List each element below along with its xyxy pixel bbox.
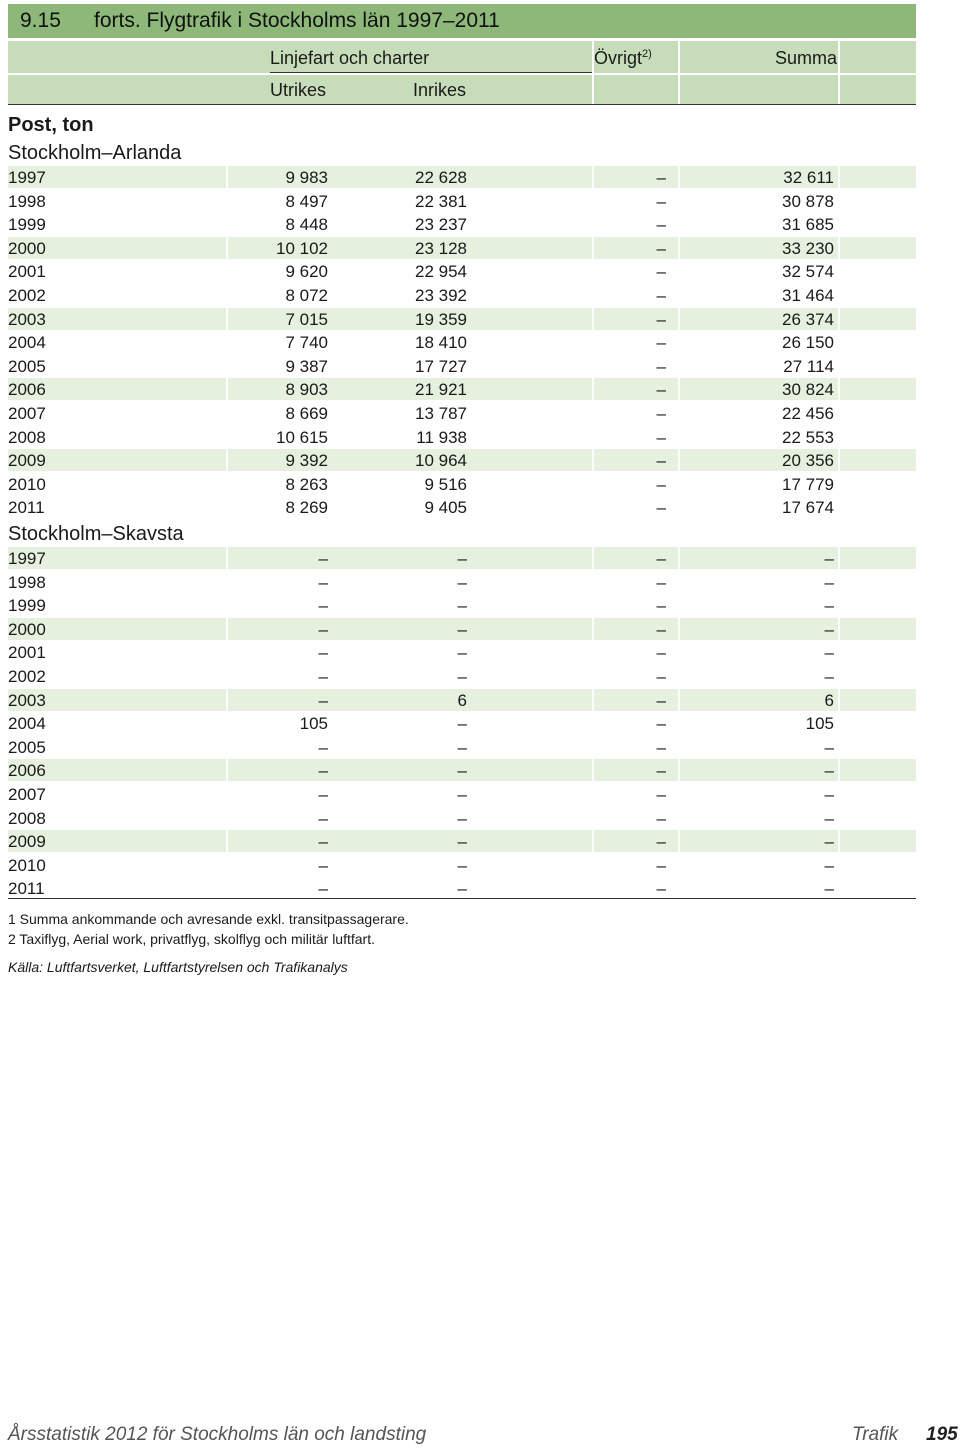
cell-summa: – [824,572,834,592]
footer-publication: Årsstatistik 2012 för Stockholms län och landsting [8,1424,427,1445]
cell-summa: – [824,761,834,781]
column-separator [838,237,840,259]
cell-summa: – [824,549,834,568]
table-row [8,665,916,687]
column-separator [838,547,840,569]
cell-ovrigt: – [656,427,666,447]
header-separator [678,41,680,104]
column-separator [592,378,594,400]
cell-inrikes: – [457,879,467,899]
header-utrikes: Utrikes [270,80,327,100]
cell-utrikes: 9 387 [285,356,328,376]
cell-utrikes: – [318,667,328,686]
cell-year: 2007 [8,785,46,804]
table-title-bar [8,4,916,38]
column-separator [592,166,594,188]
cell-utrikes: 9 620 [285,262,328,282]
table-row [8,378,916,400]
table-title: forts. Flygtrafik i Stockholms län 1997–2011 [94,9,500,32]
cell-utrikes: 8 497 [285,191,328,211]
cell-inrikes: – [457,667,467,686]
cell-utrikes: 8 903 [285,380,328,400]
cell-summa: 6 [824,690,834,710]
header-ovrigt: Övrigt$^{2)}$ [594,48,652,68]
cell-ovrigt: – [656,380,666,400]
table-row [8,284,916,306]
column-separator [838,830,840,852]
cell-utrikes: – [318,619,328,639]
cell-summa: 32 574 [782,262,834,282]
cell-inrikes: 13 787 [415,404,467,423]
column-separator [838,166,840,188]
table-row [8,190,916,212]
cell-ovrigt: – [656,309,666,329]
table-row [8,308,916,330]
cell-year: 1999 [8,215,46,235]
cell-ovrigt: – [656,761,666,781]
cell-utrikes: 8 269 [285,498,328,518]
cell-utrikes: 10 615 [276,427,328,447]
cell-inrikes: 23 392 [415,286,467,305]
cell-summa: 22 553 [782,427,834,447]
cell-summa: 17 674 [782,498,834,518]
cell-inrikes: – [457,832,467,852]
table-row [8,854,916,876]
section-label-skavsta: Stockholm–Skavsta [8,523,184,545]
column-separator [592,689,594,711]
cell-ovrigt: – [656,855,666,875]
cell-utrikes: – [318,690,328,710]
cell-summa: 31 685 [782,215,834,235]
table-row [8,166,916,188]
cell-utrikes: 7 740 [285,333,328,353]
column-separator [678,830,680,852]
table-row [8,783,916,805]
cell-inrikes: 9 516 [424,474,467,494]
cell-summa: 26 150 [782,333,834,353]
cell-ovrigt: – [656,238,666,258]
cell-year: 2004 [8,714,46,734]
column-separator [678,689,680,711]
cell-utrikes: 9 983 [285,168,328,187]
header-inrikes: Inrikes [413,80,467,100]
column-separator [226,308,228,330]
cell-year: 1998 [8,191,46,211]
column-separator [678,237,680,259]
cell-inrikes: – [457,549,467,568]
cell-summa: – [824,619,834,639]
table-row [8,594,916,616]
cell-year: 2002 [8,286,46,305]
column-separator [592,759,594,781]
cell-inrikes: 22 628 [415,168,467,187]
column-separator [592,830,594,852]
table-row [8,426,916,448]
cell-summa: – [824,879,834,899]
cell-ovrigt: – [656,619,666,639]
cell-year: 2003 [8,309,46,329]
header-summa: Summa [775,48,838,68]
table-number: 9.15 [20,9,61,32]
cell-inrikes: – [457,855,467,875]
column-separator [592,547,594,569]
cell-year: 2002 [8,667,46,686]
table-bottom-rule [8,898,916,899]
table-row [8,689,916,711]
cell-ovrigt: – [656,737,666,757]
cell-ovrigt: – [656,286,666,305]
column-separator [226,166,228,188]
section-label-arlanda: Stockholm–Arlanda [8,142,182,164]
cell-year: 1997 [8,168,46,187]
cell-summa: 31 464 [782,286,834,305]
cell-ovrigt: – [656,498,666,518]
cell-ovrigt: – [656,714,666,734]
cell-inrikes: – [457,619,467,639]
column-separator [226,449,228,471]
cell-year: 2006 [8,761,46,781]
cell-utrikes: 8 263 [285,474,328,494]
table-row [8,877,916,899]
cell-utrikes: 10 102 [276,238,328,258]
cell-ovrigt: – [656,572,666,592]
source-note: Källa: Luftfartsverket, Luftfartstyrelsen och Trafikanalys [8,959,348,975]
header-separator [838,41,840,104]
table-row [8,260,916,282]
cell-summa: – [824,737,834,757]
table-row [8,355,916,377]
cell-summa: 30 824 [782,380,834,400]
cell-utrikes: – [318,832,328,852]
table-row [8,449,916,471]
cell-ovrigt: – [656,785,666,804]
cell-year: 2005 [8,737,46,757]
cell-ovrigt: – [656,596,666,616]
cell-year: 2000 [8,619,46,639]
cell-summa: – [824,832,834,852]
cell-inrikes: – [457,761,467,781]
cell-inrikes: – [457,596,467,616]
cell-ovrigt: – [656,191,666,211]
table-row [8,402,916,424]
cell-year: 2010 [8,474,46,494]
cell-ovrigt: – [656,549,666,568]
table-row [8,213,916,235]
column-separator [838,759,840,781]
cell-utrikes: 105 [299,714,328,734]
column-separator [838,449,840,471]
column-separator [678,759,680,781]
column-separator [226,689,228,711]
cell-utrikes: – [318,879,328,899]
cell-inrikes: 18 410 [415,333,467,353]
cell-ovrigt: – [656,333,666,353]
table-row [8,618,916,640]
table-row [8,759,916,781]
cell-utrikes: 8 072 [285,286,328,305]
column-separator [678,449,680,471]
column-separator [678,378,680,400]
header-group-underline [270,72,592,73]
cell-summa: 26 374 [782,309,834,329]
table-row [8,571,916,593]
cell-summa: 33 230 [782,238,834,258]
cell-ovrigt: – [656,643,666,663]
cell-summa: – [824,596,834,616]
cell-inrikes: – [457,714,467,734]
cell-utrikes: – [318,855,328,875]
cell-utrikes: – [318,761,328,781]
cell-summa: 32 611 [783,168,834,187]
cell-year: 2009 [8,451,46,471]
cell-utrikes: 8 448 [285,215,328,235]
table-row [8,496,916,518]
cell-ovrigt: – [656,215,666,235]
cell-ovrigt: – [656,808,666,828]
table-row [8,473,916,495]
cell-ovrigt: – [656,404,666,423]
column-separator [226,378,228,400]
cell-summa: 30 878 [782,191,834,211]
footer-section: Trafik [852,1424,899,1445]
cell-ovrigt: – [656,474,666,494]
footnote-1: 1 Summa ankommande och avresande exkl. transitpassagerare. [8,911,409,927]
cell-summa: – [824,785,834,804]
unit-label: Post, ton [8,114,94,136]
cell-utrikes: – [318,572,328,592]
cell-inrikes: – [457,785,467,804]
table-row [8,807,916,829]
column-separator [838,378,840,400]
cell-inrikes: 11 938 [416,427,467,447]
table-row [8,736,916,758]
column-separator [678,618,680,640]
cell-inrikes: 9 405 [424,498,467,518]
cell-summa: 105 [805,714,834,734]
cell-year: 2008 [8,808,46,828]
cell-inrikes: 23 128 [415,238,467,258]
column-separator [838,618,840,640]
footer-page-number: 195 [926,1424,958,1445]
table-row [8,331,916,353]
cell-year: 2008 [8,427,46,447]
cell-utrikes: 7 015 [285,309,328,329]
cell-summa: – [824,643,834,663]
cell-utrikes: – [318,596,328,616]
cell-inrikes: 10 964 [415,451,467,471]
column-separator [592,308,594,330]
cell-year: 2000 [8,238,46,258]
cell-utrikes: – [318,808,328,828]
table-row [8,830,916,852]
column-separator [838,308,840,330]
cell-utrikes: 8 669 [285,404,328,423]
cell-year: 2011 [8,498,45,518]
cell-year: 2003 [8,690,46,710]
cell-utrikes: – [318,643,328,663]
column-separator [592,237,594,259]
table-row [8,712,916,734]
cell-year: 2011 [8,879,45,899]
column-separator [678,308,680,330]
cell-year: 2004 [8,333,46,353]
cell-summa: 17 779 [782,474,834,494]
cell-summa: 27 114 [783,356,834,376]
cell-utrikes: – [318,549,328,568]
cell-ovrigt: – [656,168,666,187]
cell-summa: 20 356 [782,451,834,471]
column-separator [226,237,228,259]
column-separator [678,166,680,188]
column-separator [226,759,228,781]
footnote-2: 2 Taxiflyg, Aerial work, privatflyg, skolflyg och militär luftfart. [8,931,375,947]
cell-ovrigt: – [656,832,666,852]
cell-year: 1999 [8,596,46,616]
cell-inrikes: – [457,737,467,757]
cell-utrikes: – [318,785,328,804]
table-row [8,237,916,259]
column-separator [226,547,228,569]
column-separator [592,618,594,640]
cell-inrikes: – [457,643,467,663]
cell-summa: 22 456 [782,404,834,423]
cell-year: 1997 [8,549,46,568]
table-row [8,547,916,569]
column-separator [226,618,228,640]
cell-ovrigt: – [656,356,666,376]
cell-utrikes: – [318,737,328,757]
column-separator [592,449,594,471]
cell-utrikes: 9 392 [285,451,328,471]
cell-inrikes: 22 954 [415,262,467,282]
header-linjefart: Linjefart och charter [270,48,430,68]
cell-ovrigt: – [656,451,666,471]
cell-inrikes: – [457,808,467,828]
cell-ovrigt: – [656,262,666,282]
cell-inrikes: 19 359 [415,309,467,329]
cell-year: 2010 [8,855,46,875]
cell-ovrigt: – [656,667,666,686]
cell-inrikes: 23 237 [415,215,467,235]
cell-year: 2001 [8,643,46,663]
cell-summa: – [824,855,834,875]
cell-summa: – [824,808,834,828]
cell-inrikes: 6 [457,690,467,710]
cell-year: 2001 [8,262,46,282]
cell-inrikes: 21 921 [415,380,467,400]
cell-year: 2007 [8,404,46,423]
column-separator [838,689,840,711]
cell-year: 2006 [8,380,46,400]
cell-summa: – [824,667,834,686]
cell-inrikes: 17 727 [415,356,467,376]
cell-year: 2005 [8,356,46,376]
cell-inrikes: 22 381 [415,191,467,211]
column-separator [226,830,228,852]
cell-year: 2009 [8,832,46,852]
cell-year: 1998 [8,572,46,592]
table-row [8,641,916,663]
cell-inrikes: – [457,572,467,592]
cell-ovrigt: – [656,690,666,710]
cell-ovrigt: – [656,879,666,899]
column-separator [678,547,680,569]
